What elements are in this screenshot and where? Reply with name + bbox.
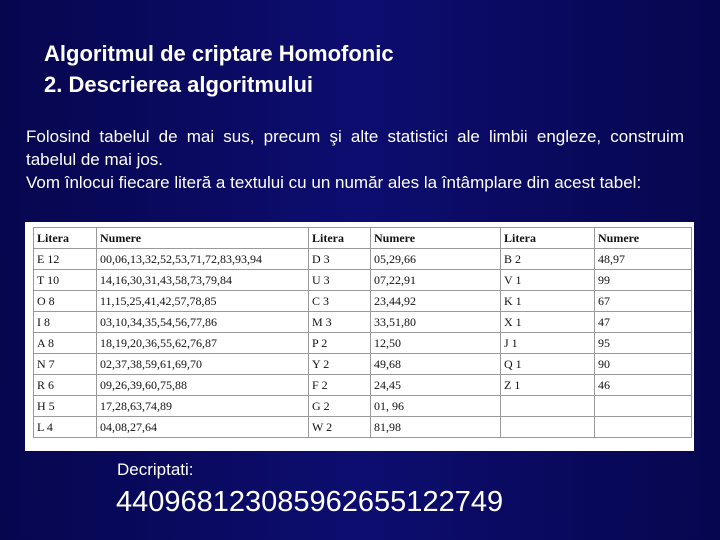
table-row bbox=[34, 291, 692, 312]
paragraph-1: Folosind tabelul de mai sus, precum şi alte statistici ale limbii engleze, construim tabelul de mai jos. bbox=[26, 127, 684, 169]
numbers-cell: 49,68 bbox=[371, 354, 501, 375]
numbers-cell: 46 bbox=[595, 375, 692, 396]
decrypted-value: 44096812308596265512274​9 bbox=[116, 486, 504, 518]
table-row bbox=[34, 396, 692, 417]
table-row bbox=[34, 417, 692, 438]
header-litera: Litera bbox=[34, 228, 97, 249]
description bbox=[26, 125, 684, 194]
numbers-cell: 00,06,13,32,52,53,71,72,83,93,94 bbox=[97, 249, 309, 270]
letter-cell: W 2 bbox=[309, 417, 371, 438]
paragraph-2: Vom înlocui fiecare literă a textului cu un număr ales la întâmplare din acest tabel: bbox=[26, 173, 642, 192]
table-row bbox=[34, 249, 692, 270]
header-numere: Numere bbox=[595, 228, 692, 249]
letter-cell: T 10 bbox=[34, 270, 97, 291]
table-header-row bbox=[34, 228, 692, 249]
numbers-cell: 09,26,39,60,75,88 bbox=[97, 375, 309, 396]
header-numere: Numere bbox=[371, 228, 501, 249]
numbers-cell: 07,22,91 bbox=[371, 270, 501, 291]
numbers-cell: 23,44,92 bbox=[371, 291, 501, 312]
letter-cell: A 8 bbox=[34, 333, 97, 354]
homophonic-table bbox=[33, 227, 692, 438]
numbers-cell: 48,97 bbox=[595, 249, 692, 270]
letter-cell: U 3 bbox=[309, 270, 371, 291]
letter-cell: P 2 bbox=[309, 333, 371, 354]
numbers-cell: 33,51,80 bbox=[371, 312, 501, 333]
slide-title bbox=[44, 38, 394, 100]
numbers-cell: 99 bbox=[595, 270, 692, 291]
header-litera: Litera bbox=[501, 228, 595, 249]
letter-cell: K 1 bbox=[501, 291, 595, 312]
numbers-cell: 18,19,20,36,55,62,76,87 bbox=[97, 333, 309, 354]
letter-cell: Y 2 bbox=[309, 354, 371, 375]
letter-cell: D 3 bbox=[309, 249, 371, 270]
table-row bbox=[34, 354, 692, 375]
letter-cell: J 1 bbox=[501, 333, 595, 354]
numbers-cell: 04,08,27,64 bbox=[97, 417, 309, 438]
numbers-cell: 81,98 bbox=[371, 417, 501, 438]
numbers-cell: 14,16,30,31,43,58,73,79,84 bbox=[97, 270, 309, 291]
table-row bbox=[34, 375, 692, 396]
letter-cell: N 7 bbox=[34, 354, 97, 375]
homophonic-table-container bbox=[25, 222, 694, 451]
numbers-cell: 47 bbox=[595, 312, 692, 333]
numbers-cell: 11,15,25,41,42,57,78,85 bbox=[97, 291, 309, 312]
numbers-cell: 01, 96 bbox=[371, 396, 501, 417]
numbers-cell: 24,45 bbox=[371, 375, 501, 396]
numbers-cell: 95 bbox=[595, 333, 692, 354]
letter-cell bbox=[501, 417, 595, 438]
letter-cell: H 5 bbox=[34, 396, 97, 417]
numbers-cell: 17,28,63,74,89 bbox=[97, 396, 309, 417]
table-row bbox=[34, 312, 692, 333]
letter-cell: C 3 bbox=[309, 291, 371, 312]
table-row bbox=[34, 270, 692, 291]
title-line-2: 2. Descrierea algoritmului bbox=[44, 72, 313, 97]
letter-cell: R 6 bbox=[34, 375, 97, 396]
letter-cell: X 1 bbox=[501, 312, 595, 333]
numbers-cell: 67 bbox=[595, 291, 692, 312]
letter-cell: O 8 bbox=[34, 291, 97, 312]
header-litera: Litera bbox=[309, 228, 371, 249]
title-line-1: Algoritmul de criptare Homofonic bbox=[44, 41, 394, 66]
letter-cell bbox=[501, 396, 595, 417]
letter-cell: F 2 bbox=[309, 375, 371, 396]
numbers-cell: 12,50 bbox=[371, 333, 501, 354]
letter-cell: M 3 bbox=[309, 312, 371, 333]
letter-cell: Z 1 bbox=[501, 375, 595, 396]
letter-cell: Q 1 bbox=[501, 354, 595, 375]
numbers-cell: 02,37,38,59,61,69,70 bbox=[97, 354, 309, 375]
header-numere: Numere bbox=[97, 228, 309, 249]
letter-cell: I 8 bbox=[34, 312, 97, 333]
letter-cell: V 1 bbox=[501, 270, 595, 291]
numbers-cell: 90 bbox=[595, 354, 692, 375]
numbers-cell bbox=[595, 417, 692, 438]
table-row bbox=[34, 333, 692, 354]
letter-cell: L 4 bbox=[34, 417, 97, 438]
letter-cell: G 2 bbox=[309, 396, 371, 417]
numbers-cell: 05,29,66 bbox=[371, 249, 501, 270]
decrypted-label: Decriptati: bbox=[117, 460, 194, 479]
letter-cell: B 2 bbox=[501, 249, 595, 270]
numbers-cell: 03,10,34,35,54,56,77,86 bbox=[97, 312, 309, 333]
letter-cell: E 12 bbox=[34, 249, 97, 270]
numbers-cell bbox=[595, 396, 692, 417]
